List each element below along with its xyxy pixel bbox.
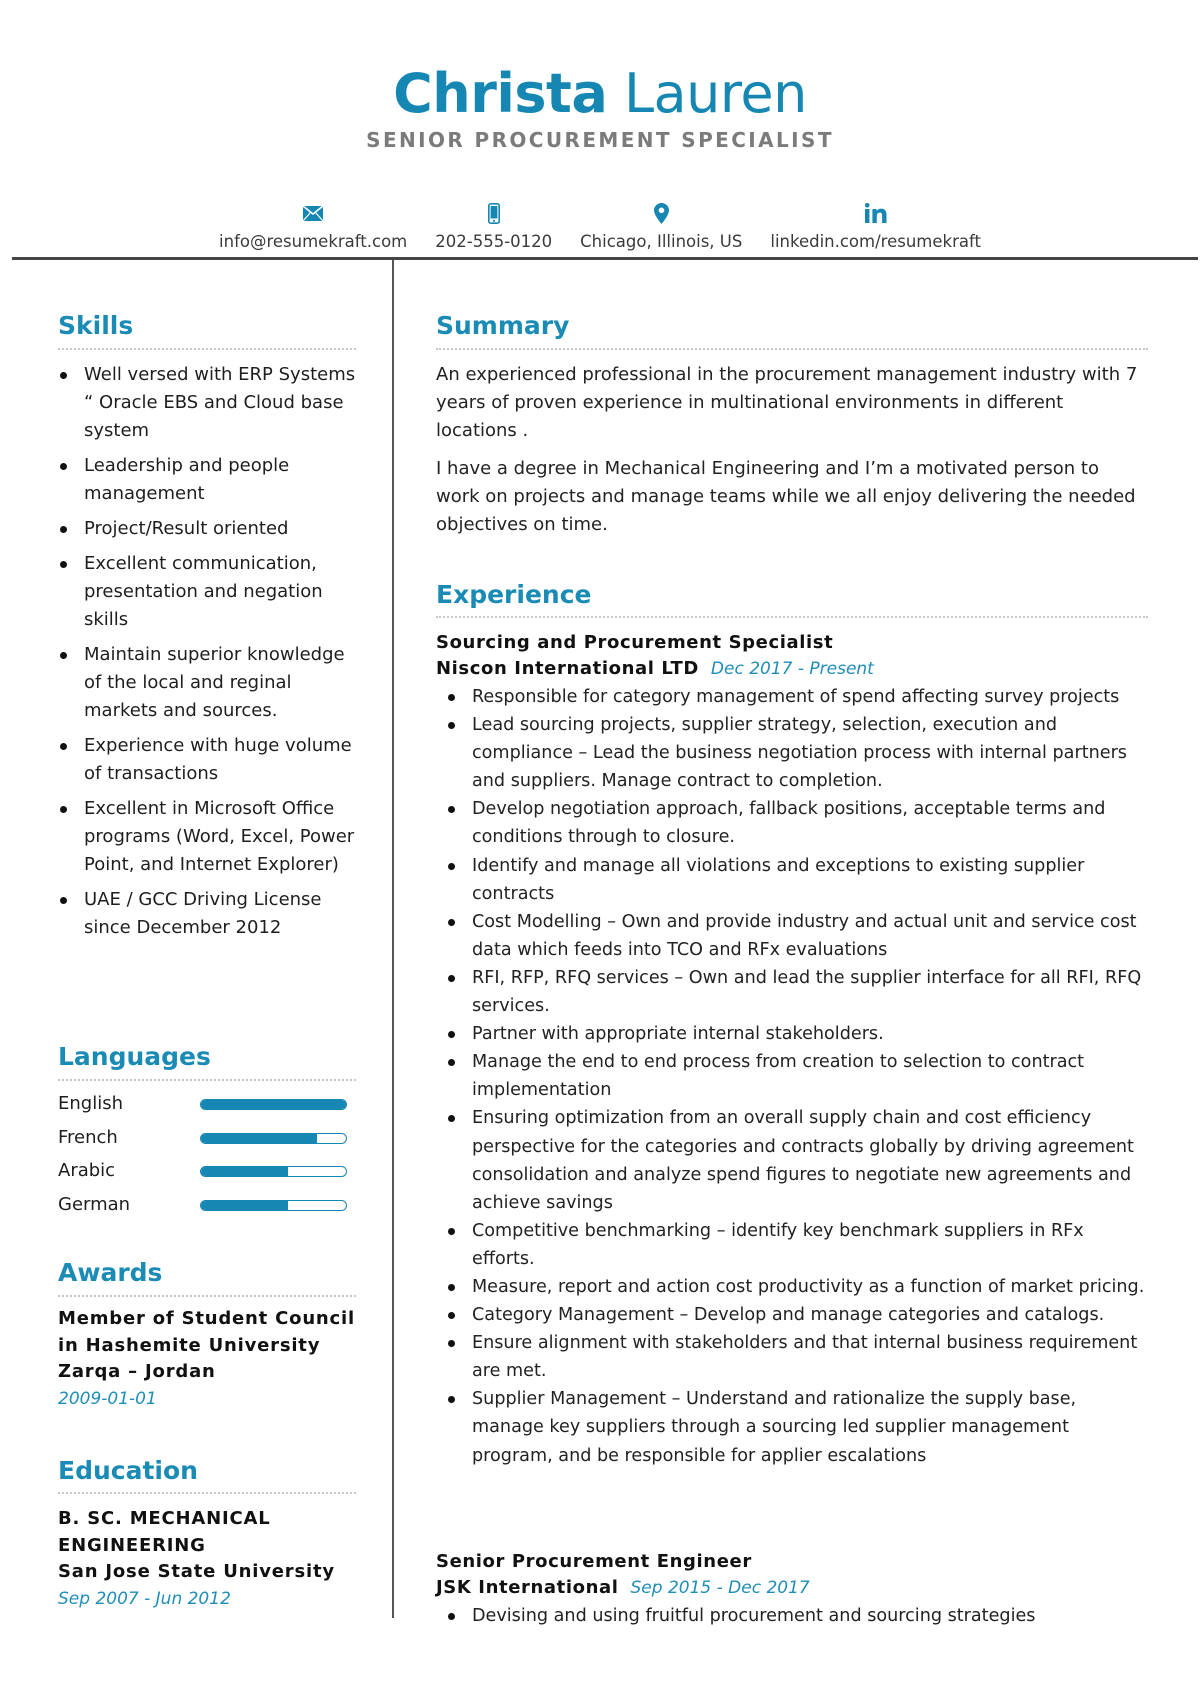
languages-divider (58, 1079, 356, 1081)
job-company-line (436, 656, 1148, 682)
language-level-bar (200, 1099, 347, 1110)
skills-list (58, 361, 358, 949)
job-bullet: Develop negotiation approach, fallback positions, acceptable terms and conditions through to closure. (436, 795, 1148, 851)
summary-divider (436, 348, 1148, 350)
job-bullet: Manage the end to end process from creation to selection to contract implementation (436, 1048, 1148, 1104)
language-name: French (58, 1127, 118, 1148)
phone-icon (488, 200, 500, 226)
language-name: Arabic (58, 1160, 116, 1181)
job-bullet: Identify and manage all violations and exceptions to existing supplier contracts (436, 852, 1148, 908)
education-date: Sep 2007 - Jun 2012 (58, 1588, 231, 1609)
skill-item: UAE / GCC Driving License since December 2012 (58, 886, 358, 942)
experience-heading: Experience (436, 580, 592, 609)
job-bullet: Devising and using fruitful procurement and sourcing strategies (436, 1602, 1148, 1630)
job-entry (436, 1549, 1148, 1630)
header-rule (12, 257, 1198, 260)
linkedin-text: linkedin.com/resumekraft (770, 232, 981, 251)
resume-header (0, 0, 1200, 260)
awards-divider (58, 1295, 356, 1297)
experience-divider (436, 616, 1148, 618)
language-level-fill (201, 1167, 288, 1176)
candidate-title: SENIOR PROCUREMENT SPECIALIST (366, 128, 834, 152)
skill-item: Maintain superior knowledge of the local and reginal markets and sources. (58, 641, 358, 725)
summary-body (436, 361, 1148, 549)
column-divider (392, 260, 394, 1618)
first-name: Christa (393, 62, 608, 125)
education-item (58, 1506, 368, 1612)
degree-line: B. SC. MECHANICAL (58, 1508, 271, 1529)
award-date: 2009-01-01 (58, 1388, 157, 1409)
skills-divider (58, 348, 356, 350)
language-level-fill (201, 1134, 317, 1143)
language-row-german (58, 1191, 358, 1219)
email-text: info@resumekraft.com (219, 232, 408, 251)
map-pin-icon (654, 200, 669, 226)
language-level-fill (201, 1100, 346, 1109)
job-entry (436, 630, 1148, 1470)
last-name: Lauren (623, 62, 807, 125)
language-row-english (58, 1090, 358, 1118)
contact-linkedin[interactable] (770, 200, 981, 254)
skill-item: Project/Result oriented (58, 515, 358, 543)
award-title-line: in Hashemite University (58, 1334, 321, 1356)
job-title: Senior Procurement Engineer (436, 1551, 752, 1572)
contact-bar (0, 200, 1200, 254)
language-name: German (58, 1194, 131, 1215)
contact-email[interactable] (219, 200, 407, 254)
job-bullet: Partner with appropriate internal stakeholders. (436, 1020, 1148, 1048)
awards-heading: Awards (58, 1258, 163, 1287)
job-date: Sep 2015 - Dec 2017 (630, 1578, 810, 1598)
contact-phone[interactable] (435, 200, 552, 254)
job-bullet: Cost Modelling – Own and provide industry and actual unit and service cost data which feeds into TCO and RFx evaluations (436, 908, 1148, 964)
skill-item: Excellent in Microsoft Office programs (Word, Excel, Power Point, and Internet Explorer) (58, 795, 358, 879)
job-bullet: RFI, RFP, RFQ services – Own and lead the supplier interface for all RFI, RFQ services. (436, 964, 1148, 1020)
job-bullet: Measure, report and action cost productivity as a function of market pricing. (436, 1273, 1148, 1301)
job-bullet: Category Management – Develop and manage categories and catalogs. (436, 1301, 1148, 1329)
job-bullet: Supplier Management – Understand and rationalize the supply base, manage key suppliers through a sourcing led supplier management program, and be responsible for applier escalations (436, 1385, 1148, 1469)
language-level-bar (200, 1200, 347, 1211)
linkedin-icon (865, 200, 887, 226)
skill-item: Well versed with ERP Systems “ Oracle EBS and Cloud base system (58, 361, 358, 445)
job-bullets (436, 683, 1148, 1470)
summary-heading: Summary (436, 311, 570, 340)
job-title: Sourcing and Procurement Specialist (436, 632, 834, 653)
contact-location[interactable] (580, 200, 742, 254)
education-divider (58, 1492, 356, 1494)
phone-text: 202-555-0120 (435, 232, 553, 251)
location-text: Chicago, Illinois, US (580, 232, 743, 251)
job-company: JSK International (436, 1577, 619, 1598)
skills-heading: Skills (58, 311, 134, 340)
summary-paragraph: I have a degree in Mechanical Engineering and I’m a motivated person to work on projects and manage teams while we all enjoy delivering the needed objectives on time. (436, 458, 1136, 535)
candidate-name (0, 62, 1200, 126)
skill-item: Leadership and people management (58, 452, 358, 508)
job-bullet: Competitive benchmarking – identify key benchmark suppliers in RFx efforts. (436, 1217, 1148, 1273)
school-name: San Jose State University (58, 1561, 335, 1582)
envelope-icon (303, 200, 323, 226)
job-date: Dec 2017 - Present (710, 659, 874, 679)
language-level-bar (200, 1166, 347, 1177)
job-company-line (436, 1575, 1148, 1601)
language-row-french (58, 1124, 358, 1152)
degree-line: ENGINEERING (58, 1534, 206, 1556)
language-row-arabic (58, 1157, 358, 1185)
job-company: Niscon International LTD (436, 658, 699, 679)
languages-heading: Languages (58, 1042, 211, 1071)
language-level-bar (200, 1133, 347, 1144)
summary-paragraph: An experienced professional in the procurement management industry with 7 years of proven experience in multinational environments in different locations . (436, 364, 1138, 441)
language-name: English (58, 1093, 123, 1114)
job-bullet: Responsible for category management of spend affecting survey projects (436, 683, 1148, 711)
award-item (58, 1306, 368, 1412)
job-bullet: Ensure alignment with stakeholders and that internal business requirement are met. (436, 1329, 1148, 1385)
skill-item: Excellent communication, presentation and negation skills (58, 550, 358, 634)
skill-item: Experience with huge volume of transactions (58, 732, 358, 788)
job-bullet: Lead sourcing projects, supplier strategy, selection, execution and compliance – Lead the business negotiation process with internal partners and suppliers. Manage contract to completion. (436, 711, 1148, 795)
job-bullet: Ensuring optimization from an overall supply chain and cost efficiency perspective for the categories and contracts globally by driving agreement consolidation and analyze spend figures to negotiate new agreements and achieve savings (436, 1104, 1148, 1216)
job-bullets (436, 1602, 1148, 1630)
award-title-line: Member of Student Council (58, 1308, 355, 1329)
education-heading: Education (58, 1456, 198, 1485)
award-title-line: Zarqa – Jordan (58, 1361, 216, 1382)
language-level-fill (201, 1201, 288, 1210)
